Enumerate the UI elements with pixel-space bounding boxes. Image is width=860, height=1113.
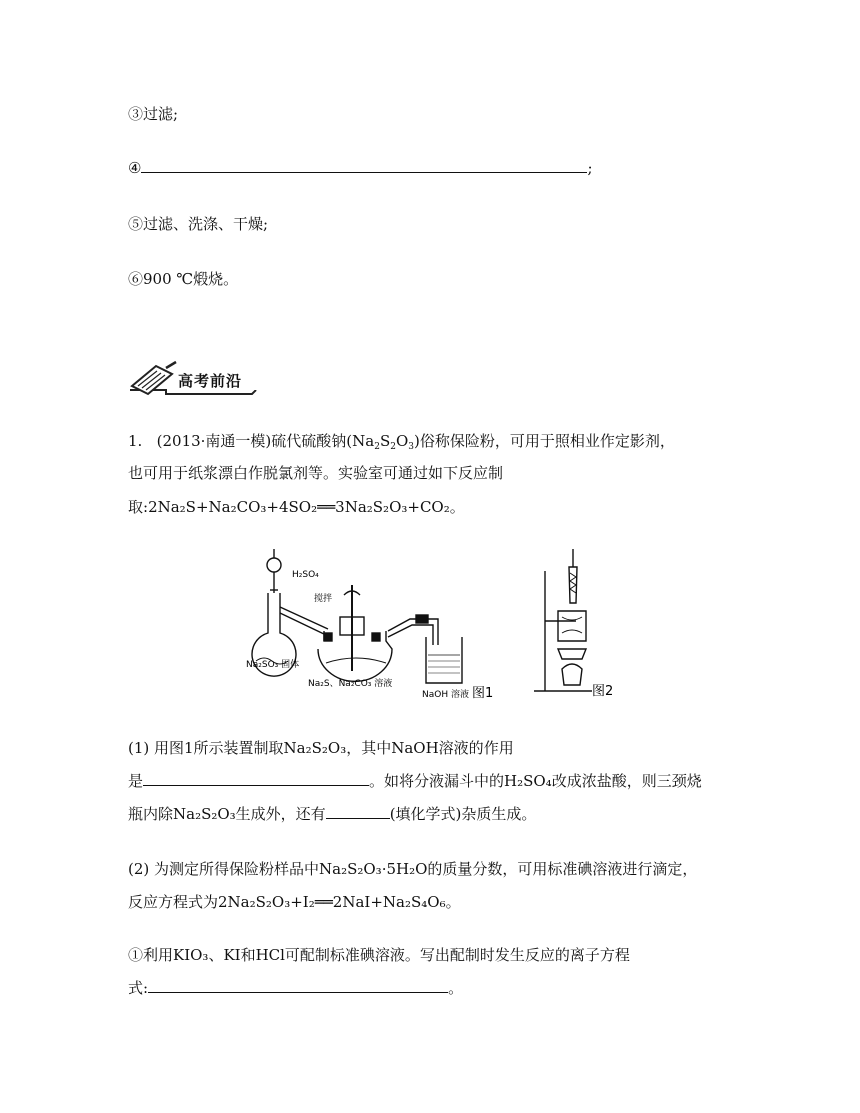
answer-blank-impurity[interactable] [326, 804, 390, 819]
part-2-sub-1-line-1: ①利用KIO₃、KI和HCl可配制标准碘溶液。写出配制时发生反应的离子方程 [128, 946, 630, 964]
part-1-line-1: (1) 用图1所示装置制取Na₂S₂O₃，其中NaOH溶液的作用 [128, 739, 514, 757]
flask-2-icon [558, 611, 586, 641]
condenser-icon [569, 549, 577, 603]
question-1-line-2: 也可用于纸浆漂白作脱氯剂等。实验室可通过如下反应制 [128, 464, 504, 482]
step-3: ③过滤; [128, 105, 179, 123]
intro-text: O [395, 432, 409, 450]
burner-icon [562, 664, 582, 685]
apparatus-figure [240, 545, 660, 705]
step-4 [128, 158, 593, 177]
label-naoh: NaOH 溶液 [422, 690, 469, 700]
equation-prefix: 取: [128, 498, 149, 516]
beaker-icon [426, 637, 462, 683]
step-6: ⑥900 ℃煅烧。 [128, 270, 239, 288]
intro-sub: 2 [374, 442, 380, 452]
reaction-equation: 2Na₂S+Na₂CO₃+4SO₂══3Na₂S₂O₃+CO₂。 [148, 498, 465, 516]
answer-blank-step4[interactable] [141, 158, 587, 173]
part-2-text: 。 [448, 979, 464, 997]
part-1-text: 是 [128, 772, 144, 790]
part-1-text: (填化学式)杂质生成。 [389, 805, 537, 823]
step-5: ⑤过滤、洗涤、干燥; [128, 215, 269, 233]
intro-text: 硫代硫酸钠(Na [271, 432, 375, 450]
part-2-line-1: (2) 为测定所得保险粉样品中Na₂S₂O₃·5H₂O的质量分数，可用标准碘溶液进行滴定， [128, 860, 698, 878]
part-1-text: 瓶内除Na₂S₂O₃生成外，还有 [128, 805, 326, 823]
part-2-sub-1-line-2 [128, 977, 463, 998]
separatory-funnel-icon [267, 558, 281, 572]
step-4-label: ④ [128, 159, 142, 177]
label-h2so4: H₂SO₄ [292, 570, 319, 580]
intro-sub: 2 [390, 442, 396, 452]
answer-blank-naoh-role[interactable] [143, 771, 369, 786]
section-title: 高考前沿 [178, 372, 243, 390]
intro-text: S [379, 432, 391, 450]
figure-2-caption: 图2 [592, 684, 614, 699]
question-1-equation [128, 496, 465, 517]
figure-1-caption: 图1 [472, 686, 494, 701]
part-1-line-2 [128, 770, 702, 791]
part-2-text: 式: [128, 979, 149, 997]
step-4-end: ; [587, 159, 593, 177]
label-na2so3: Na₂SO₃ 固体 [246, 660, 300, 670]
label-stir: 搅拌 [314, 594, 333, 604]
intro-text: )俗称保险粉，可用于照相业作定影剂， [414, 432, 675, 450]
label-mixture: Na₂S、Na₂CO₃ 溶液 [308, 679, 393, 689]
intro-sub: 3 [408, 442, 414, 452]
question-number: 1. [128, 432, 143, 450]
part-1-text: 。如将分液漏斗中的H₂SO₄改成浓盐酸，则三颈烧 [369, 772, 702, 790]
part-1-line-3 [128, 803, 536, 824]
part-2-line-2: 反应方程式为2Na₂S₂O₃+I₂══2NaI+Na₂S₄O₆。 [128, 893, 461, 911]
answer-blank-ion-equation[interactable] [148, 978, 448, 993]
question-source: (2013·南通一模) [156, 432, 272, 450]
question-1-line-1 [128, 430, 675, 452]
